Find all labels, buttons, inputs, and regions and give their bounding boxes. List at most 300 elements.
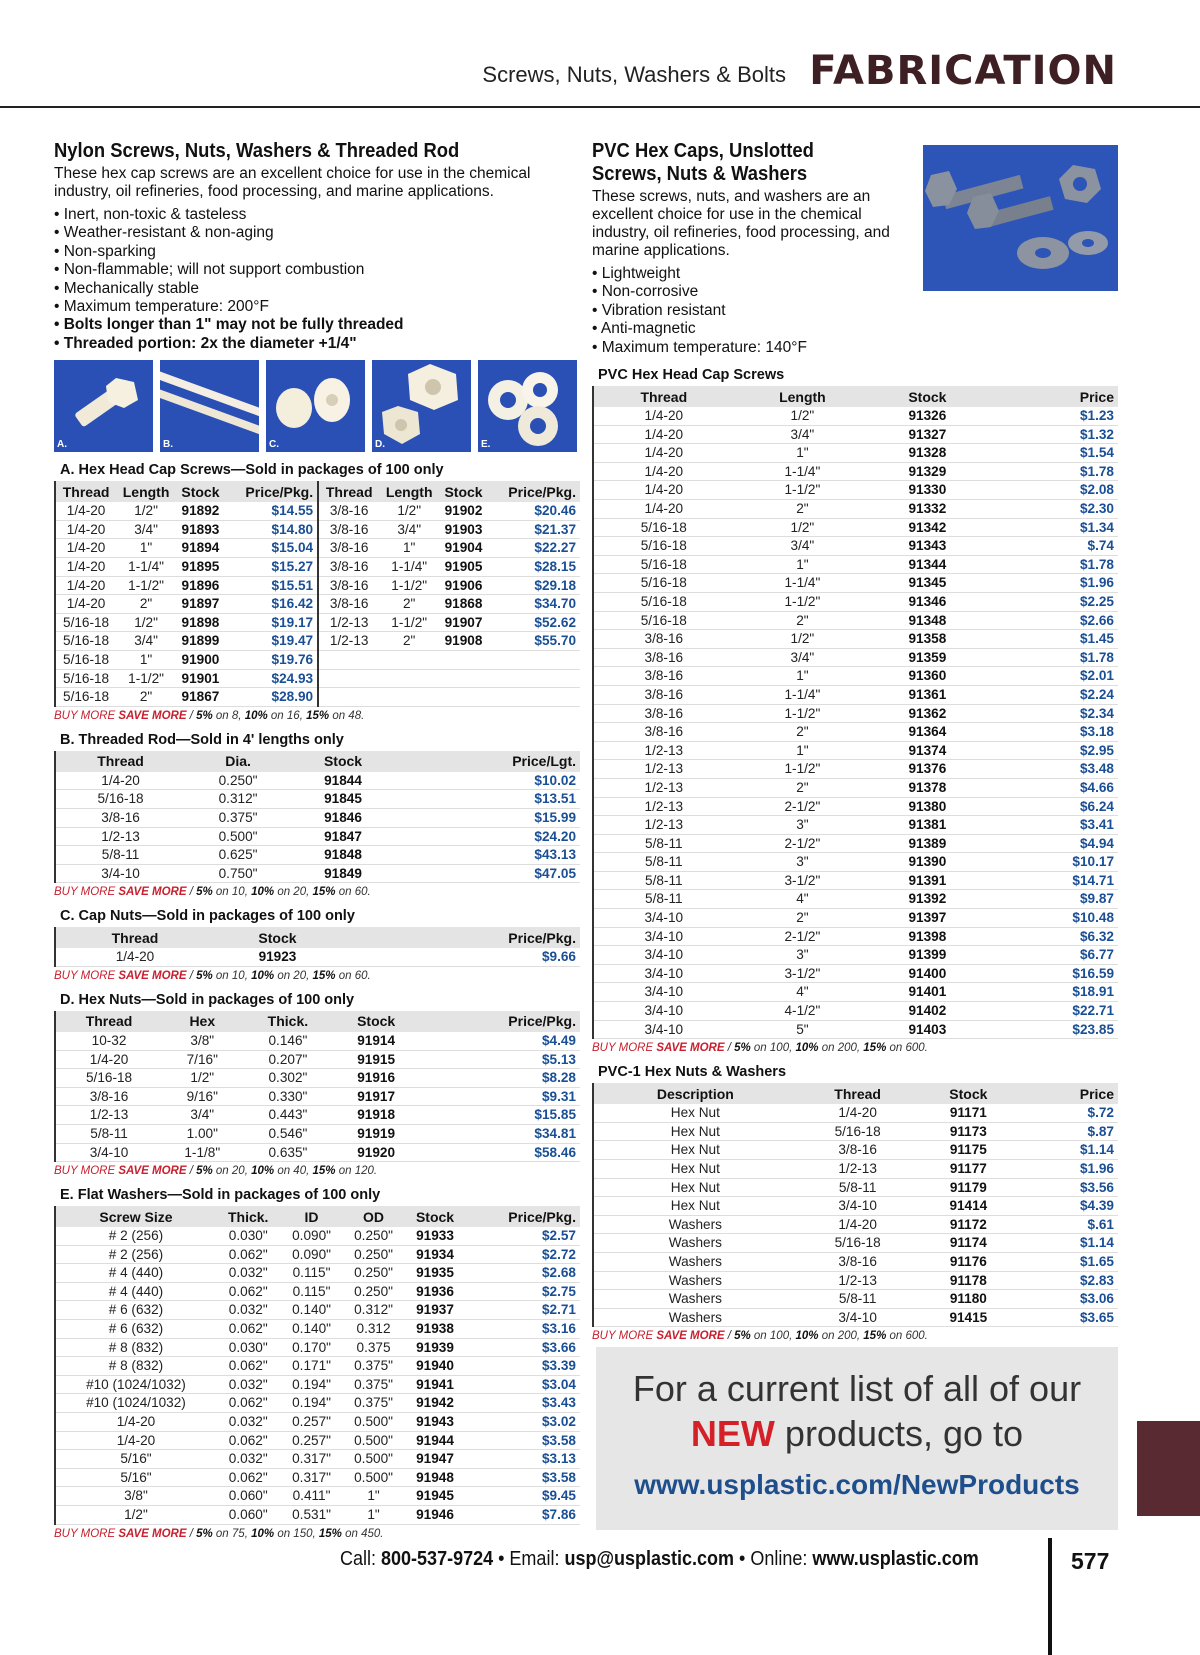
table-row [55, 520, 580, 539]
table-cell: 91326 [871, 407, 983, 425]
table-cell: $1.96 [1018, 1160, 1118, 1179]
table-cell: $19.76 [225, 651, 318, 670]
table-cell: 91344 [871, 555, 983, 574]
table-cell: 1/4-20 [55, 1050, 162, 1069]
table-cell: 91900 [176, 651, 225, 670]
page-header [0, 0, 1200, 108]
table-row [55, 1413, 580, 1432]
table-cell: 91941 [405, 1375, 466, 1394]
new-products-promo [596, 1347, 1118, 1530]
table-cell: 91173 [919, 1122, 1019, 1141]
table-cell: 1/2-13 [797, 1160, 919, 1179]
table-row [55, 1245, 580, 1264]
table-cell: 3/8-16 [593, 630, 734, 649]
table-cell: $14.80 [225, 520, 318, 539]
table-cell: 2" [379, 632, 439, 651]
table-cell: 3/4-10 [593, 946, 734, 965]
table-cell: 1/4-20 [55, 948, 214, 966]
table-cell: 3/4" [734, 425, 872, 444]
table-row [593, 1290, 1118, 1309]
table-cell: 91899 [176, 632, 225, 651]
column-header: Stock [405, 1206, 466, 1227]
hex-nuts-table [54, 1011, 580, 1162]
table-cell: $28.90 [225, 688, 318, 707]
promo-line-2: NEW products, go to [690, 1413, 1024, 1454]
table-cell: 91172 [919, 1215, 1019, 1234]
table-cell [439, 669, 488, 688]
category-label: Screws, Nuts, Washers & Bolts [482, 62, 786, 87]
table-cell: $16.42 [225, 595, 318, 614]
table-cell: 0.062" [216, 1357, 281, 1376]
table-row [593, 704, 1118, 723]
column-header: ID [281, 1206, 343, 1227]
table-cell: # 2 (256) [55, 1227, 216, 1245]
table-cell: 0.250" [343, 1227, 405, 1245]
table-row [593, 667, 1118, 686]
table-cell: 2" [734, 611, 872, 630]
table-cell: 5/16-18 [593, 537, 734, 556]
table-row [55, 1506, 580, 1525]
table-cell: 3/4-10 [55, 1143, 162, 1162]
table-cell: 3/4-10 [593, 983, 734, 1002]
table-cell: Hex Nut [593, 1141, 797, 1160]
table-cell: 1/2" [55, 1506, 216, 1525]
table-cell: $2.68 [465, 1264, 580, 1283]
table-cell: 0.250" [185, 772, 291, 790]
table-cell: Washers [593, 1290, 797, 1309]
table-cell: 0.250" [343, 1245, 405, 1264]
table-row [55, 1431, 580, 1450]
column-header: Stock [291, 751, 395, 772]
table-row [593, 741, 1118, 760]
table-cell: 0.062" [216, 1245, 281, 1264]
table-cell: 0.312" [343, 1301, 405, 1320]
table-cell: 1-1/4" [734, 685, 872, 704]
buy-more-note: BUY MORE SAVE MORE / 5% on 20, 10% on 40, 15% on 120. [54, 1165, 378, 1178]
table-cell: $15.51 [225, 576, 318, 595]
table-row [593, 1234, 1118, 1253]
table-cell: 91918 [333, 1106, 419, 1125]
table-cell: 91380 [871, 797, 983, 816]
table-cell: $.72 [1018, 1104, 1118, 1122]
table-row [593, 1271, 1118, 1290]
table-cell: # 8 (832) [55, 1338, 216, 1357]
table-cell: $55.70 [488, 632, 580, 651]
table-cell: $15.85 [419, 1106, 580, 1125]
table-row [593, 964, 1118, 983]
table-cell: 91906 [439, 576, 488, 595]
table-cell: 1/2-13 [593, 816, 734, 835]
table-cell: 1" [116, 539, 176, 558]
table-row [593, 890, 1118, 909]
table-cell: 3/4-10 [797, 1308, 919, 1327]
table-cell: $10.17 [984, 853, 1118, 872]
table-cell: 1/2-13 [55, 1106, 162, 1125]
cap-nut-image: C. [266, 360, 365, 452]
table-cell: 5/8-11 [797, 1290, 919, 1309]
table-row [593, 778, 1118, 797]
table-cell: 0.250" [343, 1282, 405, 1301]
table-row [593, 1020, 1118, 1039]
column-header: Price/Pkg. [225, 481, 318, 502]
table-cell: 5/8-11 [593, 871, 734, 890]
table-cell: 3/8-16 [797, 1141, 919, 1160]
nylon-intro: These hex cap screws are an excellent choice for use in the chemical industry, oil refineries, food processing, and marine applications. [54, 165, 531, 200]
table-row [593, 1104, 1118, 1122]
hex-cap-screw-image: A. [54, 360, 153, 452]
table-cell: 1" [379, 539, 439, 558]
table-row [593, 1197, 1118, 1216]
table-row [593, 444, 1118, 463]
table-cell: 5/8-11 [593, 890, 734, 909]
hex-cap-screws-title: A. Hex Head Cap Screws—Sold in packages of 100 only [60, 462, 444, 479]
table-cell: 1/4-20 [55, 558, 116, 577]
table-cell: 91403 [871, 1020, 983, 1039]
section-title: FABRICATION [809, 48, 1117, 94]
table-cell: $3.06 [1018, 1290, 1118, 1309]
table-cell: 1/4-20 [55, 595, 116, 614]
column-header: Length [734, 386, 872, 407]
table-cell: 3-1/2" [734, 871, 872, 890]
bullet: • Weather-resistant & non-aging [54, 224, 580, 242]
table-row [593, 500, 1118, 519]
table-row [55, 772, 580, 790]
table-cell: $2.30 [984, 500, 1118, 519]
table-row [593, 592, 1118, 611]
table-cell [439, 651, 488, 670]
table-cell: $3.58 [465, 1468, 580, 1487]
flat-washer-image: E. [478, 360, 577, 452]
table-cell: 5/16-18 [593, 611, 734, 630]
email-link[interactable]: usp@usplastic.com [564, 1548, 735, 1570]
website-link[interactable]: www.usplastic.com [812, 1548, 979, 1570]
table-cell: 91342 [871, 518, 983, 537]
table-cell: 3/8-16 [593, 704, 734, 723]
table-cell: 91175 [919, 1141, 1019, 1160]
table-cell: 91414 [919, 1197, 1019, 1216]
table-cell: 0.062" [216, 1394, 281, 1413]
column-header: Thread [55, 927, 214, 948]
new-products-link[interactable]: www.usplastic.com/NewProducts [634, 1469, 1080, 1500]
table-cell: 2" [116, 688, 176, 707]
table-cell: 91332 [871, 500, 983, 519]
table-cell: 91917 [333, 1087, 419, 1106]
table-cell: $2.75 [465, 1282, 580, 1301]
table-row [55, 1032, 580, 1050]
table-cell: 0.546" [242, 1124, 333, 1143]
table-row [55, 1375, 580, 1394]
table-cell: 1/2" [734, 630, 872, 649]
table-cell [488, 651, 580, 670]
table-cell: $1.14 [1018, 1141, 1118, 1160]
table-cell: 91844 [291, 772, 395, 790]
column-header: Price [1018, 1083, 1118, 1104]
table-cell: 5/16" [55, 1468, 216, 1487]
table-cell: 0.090" [281, 1245, 343, 1264]
table-cell: 91174 [919, 1234, 1019, 1253]
table-cell: 91935 [405, 1264, 466, 1283]
table-cell: 91902 [439, 502, 488, 520]
table-row [593, 1178, 1118, 1197]
table-cell: 1-1/4" [379, 558, 439, 577]
table-cell: $6.24 [984, 797, 1118, 816]
table-cell: $2.01 [984, 667, 1118, 686]
table-cell: 0.312" [185, 790, 291, 809]
table-cell: 7/16" [162, 1050, 242, 1069]
table-cell: 91401 [871, 983, 983, 1002]
table-cell: 91378 [871, 778, 983, 797]
column-header: Thread [318, 481, 379, 502]
table-cell: 91923 [214, 948, 341, 966]
table-cell: $1.78 [984, 462, 1118, 481]
table-cell: 3/4-10 [593, 909, 734, 928]
table-cell: 2" [379, 595, 439, 614]
table-cell: 91348 [871, 611, 983, 630]
table-cell: 91327 [871, 425, 983, 444]
table-cell: # 6 (632) [55, 1301, 216, 1320]
table-cell: #10 (1024/1032) [55, 1375, 216, 1394]
table-cell: 3/4" [116, 520, 176, 539]
table-row [55, 1087, 580, 1106]
table-cell: $8.28 [419, 1069, 580, 1088]
bullet: • Non-corrosive [592, 283, 1118, 301]
column-header: Thread [55, 481, 116, 502]
table-cell: 91400 [871, 964, 983, 983]
table-cell: 3/8-16 [55, 808, 185, 827]
bullet: • Non-sparking [54, 243, 580, 261]
table-cell: $14.55 [225, 502, 318, 520]
table-cell: 0.032" [216, 1450, 281, 1469]
hex-nuts-title: D. Hex Nuts—Sold in packages of 100 only [60, 991, 355, 1008]
table-cell: $9.31 [419, 1087, 580, 1106]
table-cell: 91343 [871, 537, 983, 556]
table-cell: $1.45 [984, 630, 1118, 649]
table-cell: $21.37 [488, 520, 580, 539]
table-row [593, 574, 1118, 593]
table-row [593, 1160, 1118, 1179]
table-cell: Washers [593, 1308, 797, 1327]
flat-washers-title: E. Flat Washers—Sold in packages of 100 only [60, 1187, 381, 1204]
table-cell: 5/16-18 [593, 555, 734, 574]
column-header: Thread [55, 1011, 162, 1032]
table-row [593, 630, 1118, 649]
table-cell: $10.48 [984, 909, 1118, 928]
table-cell: 3/4" [162, 1106, 242, 1125]
table-cell: 2" [734, 778, 872, 797]
table-cell: 91178 [919, 1271, 1019, 1290]
table-cell: 91362 [871, 704, 983, 723]
table-cell: 5/16-18 [55, 613, 116, 632]
table-cell: 1/4-20 [55, 520, 116, 539]
table-row [55, 576, 580, 595]
table-row [55, 1338, 580, 1357]
table-cell: $1.34 [984, 518, 1118, 537]
table-cell: 2" [116, 595, 176, 614]
table-cell: 0.375" [343, 1375, 405, 1394]
table-cell: 91942 [405, 1394, 466, 1413]
table-cell: 0.146" [242, 1032, 333, 1050]
table-cell: 1/2-13 [593, 760, 734, 779]
table-cell: 0.257" [281, 1431, 343, 1450]
table-cell: 0.032" [216, 1301, 281, 1320]
table-cell: 5/16-18 [593, 574, 734, 593]
table-cell: $3.02 [465, 1413, 580, 1432]
table-cell: 1-1/4" [734, 462, 872, 481]
table-cell: $22.27 [488, 539, 580, 558]
column-header: Length [116, 481, 176, 502]
table-cell: 1" [343, 1506, 405, 1525]
column-header: Stock [176, 481, 225, 502]
table-cell: 1-1/2" [734, 760, 872, 779]
table-cell: 91868 [439, 595, 488, 614]
table-cell: 91937 [405, 1301, 466, 1320]
table-cell: $4.66 [984, 778, 1118, 797]
table-cell: 3/8-16 [318, 558, 379, 577]
table-cell: Hex Nut [593, 1160, 797, 1179]
table-cell: 5" [734, 1020, 872, 1039]
column-header: Screw Size [55, 1206, 216, 1227]
table-cell: $3.18 [984, 723, 1118, 742]
table-cell: 0.062" [216, 1431, 281, 1450]
table-cell: Hex Nut [593, 1178, 797, 1197]
table-cell: 5/8-11 [55, 1124, 162, 1143]
table-cell: 91894 [176, 539, 225, 558]
table-row [55, 1487, 580, 1506]
table-cell: 1-1/2" [734, 592, 872, 611]
table-cell: 91898 [176, 613, 225, 632]
table-cell: # 2 (256) [55, 1245, 216, 1264]
table-cell: 1/2-13 [593, 778, 734, 797]
column-header: Dia. [185, 751, 291, 772]
table-cell: $3.66 [465, 1338, 580, 1357]
table-cell: 0.060" [216, 1506, 281, 1525]
table-cell: 0.375" [185, 808, 291, 827]
table-cell: $15.04 [225, 539, 318, 558]
column-header: Thread [593, 386, 734, 407]
table-cell: 0.317" [281, 1468, 343, 1487]
table-cell: $15.99 [395, 808, 580, 827]
table-cell: 91916 [333, 1069, 419, 1088]
bullet: • Inert, non-toxic & tasteless [54, 206, 580, 224]
table-cell: 91177 [919, 1160, 1019, 1179]
table-cell: 3/8-16 [797, 1252, 919, 1271]
table-cell: 91944 [405, 1431, 466, 1450]
table-row [593, 927, 1118, 946]
table-cell: 0.032" [216, 1264, 281, 1283]
pvc-screws-table [592, 386, 1118, 1039]
table-cell: 1.00" [162, 1124, 242, 1143]
table-row [55, 1264, 580, 1283]
table-cell: 1/4-20 [55, 1431, 216, 1450]
table-cell: 3" [734, 853, 872, 872]
buy-more-note: BUY MORE SAVE MORE / 5% on 100, 10% on 200, 15% on 600. [592, 1330, 928, 1343]
table-cell: 91867 [176, 688, 225, 707]
table-cell: $24.93 [225, 669, 318, 688]
table-cell: 0.171" [281, 1357, 343, 1376]
threaded-rod-table [54, 751, 580, 884]
table-cell: 0.207" [242, 1050, 333, 1069]
table-cell: 91914 [333, 1032, 419, 1050]
table-cell: 1/2" [116, 613, 176, 632]
table-cell: 1" [734, 444, 872, 463]
column-header: Stock [333, 1011, 419, 1032]
table-cell: $2.72 [465, 1245, 580, 1264]
table-cell: 4" [734, 983, 872, 1002]
buy-more-note: BUY MORE SAVE MORE / 5% on 10, 10% on 20, 15% on 60. [54, 969, 371, 982]
page-number: 577 [1071, 1548, 1110, 1574]
column-header: Stock [439, 481, 488, 502]
table-cell: 0.062" [216, 1320, 281, 1339]
table-cell: $6.32 [984, 927, 1118, 946]
table-cell: # 4 (440) [55, 1264, 216, 1283]
table-cell: Washers [593, 1234, 797, 1253]
table-row [55, 790, 580, 809]
table-cell: 1-1/2" [734, 704, 872, 723]
table-cell: $34.81 [419, 1124, 580, 1143]
table-cell: 1-1/2" [116, 669, 176, 688]
section-tab [1137, 1421, 1200, 1516]
table-cell: $16.59 [984, 964, 1118, 983]
table-row [593, 1122, 1118, 1141]
table-cell: $34.70 [488, 595, 580, 614]
table-cell: $18.91 [984, 983, 1118, 1002]
table-cell: 5/8-11 [55, 846, 185, 865]
table-cell: 0.194" [281, 1394, 343, 1413]
table-cell: $58.46 [419, 1143, 580, 1162]
table-cell: 1-1/8" [162, 1143, 242, 1162]
nylon-title: Nylon Screws, Nuts, Washers & Threaded Rod [54, 140, 460, 162]
table-cell: 91919 [333, 1124, 419, 1143]
table-cell: 0.115" [281, 1282, 343, 1301]
table-cell: 91936 [405, 1282, 466, 1301]
table-cell: $2.08 [984, 481, 1118, 500]
table-cell: 3/8-16 [593, 723, 734, 742]
table-cell: 0.375" [343, 1357, 405, 1376]
table-cell: $2.95 [984, 741, 1118, 760]
table-cell [379, 651, 439, 670]
table-cell: $3.13 [465, 1450, 580, 1469]
column-header: Thick. [216, 1206, 281, 1227]
table-row [55, 1124, 580, 1143]
table-cell: $.87 [1018, 1122, 1118, 1141]
table-cell: 3/8-16 [593, 685, 734, 704]
table-cell: 1/2-13 [318, 613, 379, 632]
table-cell: 91399 [871, 946, 983, 965]
table-cell: 1/4-20 [593, 462, 734, 481]
table-cell: Hex Nut [593, 1122, 797, 1141]
table-cell: $2.66 [984, 611, 1118, 630]
table-cell: 91946 [405, 1506, 466, 1525]
table-row [593, 946, 1118, 965]
table-cell: $14.71 [984, 871, 1118, 890]
table-cell: 91398 [871, 927, 983, 946]
table-row [593, 425, 1118, 444]
table-cell: 91947 [405, 1450, 466, 1469]
table-cell [379, 669, 439, 688]
table-row [55, 1394, 580, 1413]
table-cell: 0.500" [185, 827, 291, 846]
table-cell: $4.49 [419, 1032, 580, 1050]
column-header: Description [593, 1083, 797, 1104]
table-row [593, 518, 1118, 537]
phone-number[interactable]: 800-537-9724 [381, 1548, 494, 1570]
footer-divider [1048, 1538, 1052, 1655]
column-header: Price/Pkg. [419, 1011, 580, 1032]
bullet: • Non-flammable; will not support combustion [54, 261, 580, 279]
table-cell: $52.62 [488, 613, 580, 632]
table-cell: 3/8-16 [318, 576, 379, 595]
table-cell: # 8 (832) [55, 1357, 216, 1376]
